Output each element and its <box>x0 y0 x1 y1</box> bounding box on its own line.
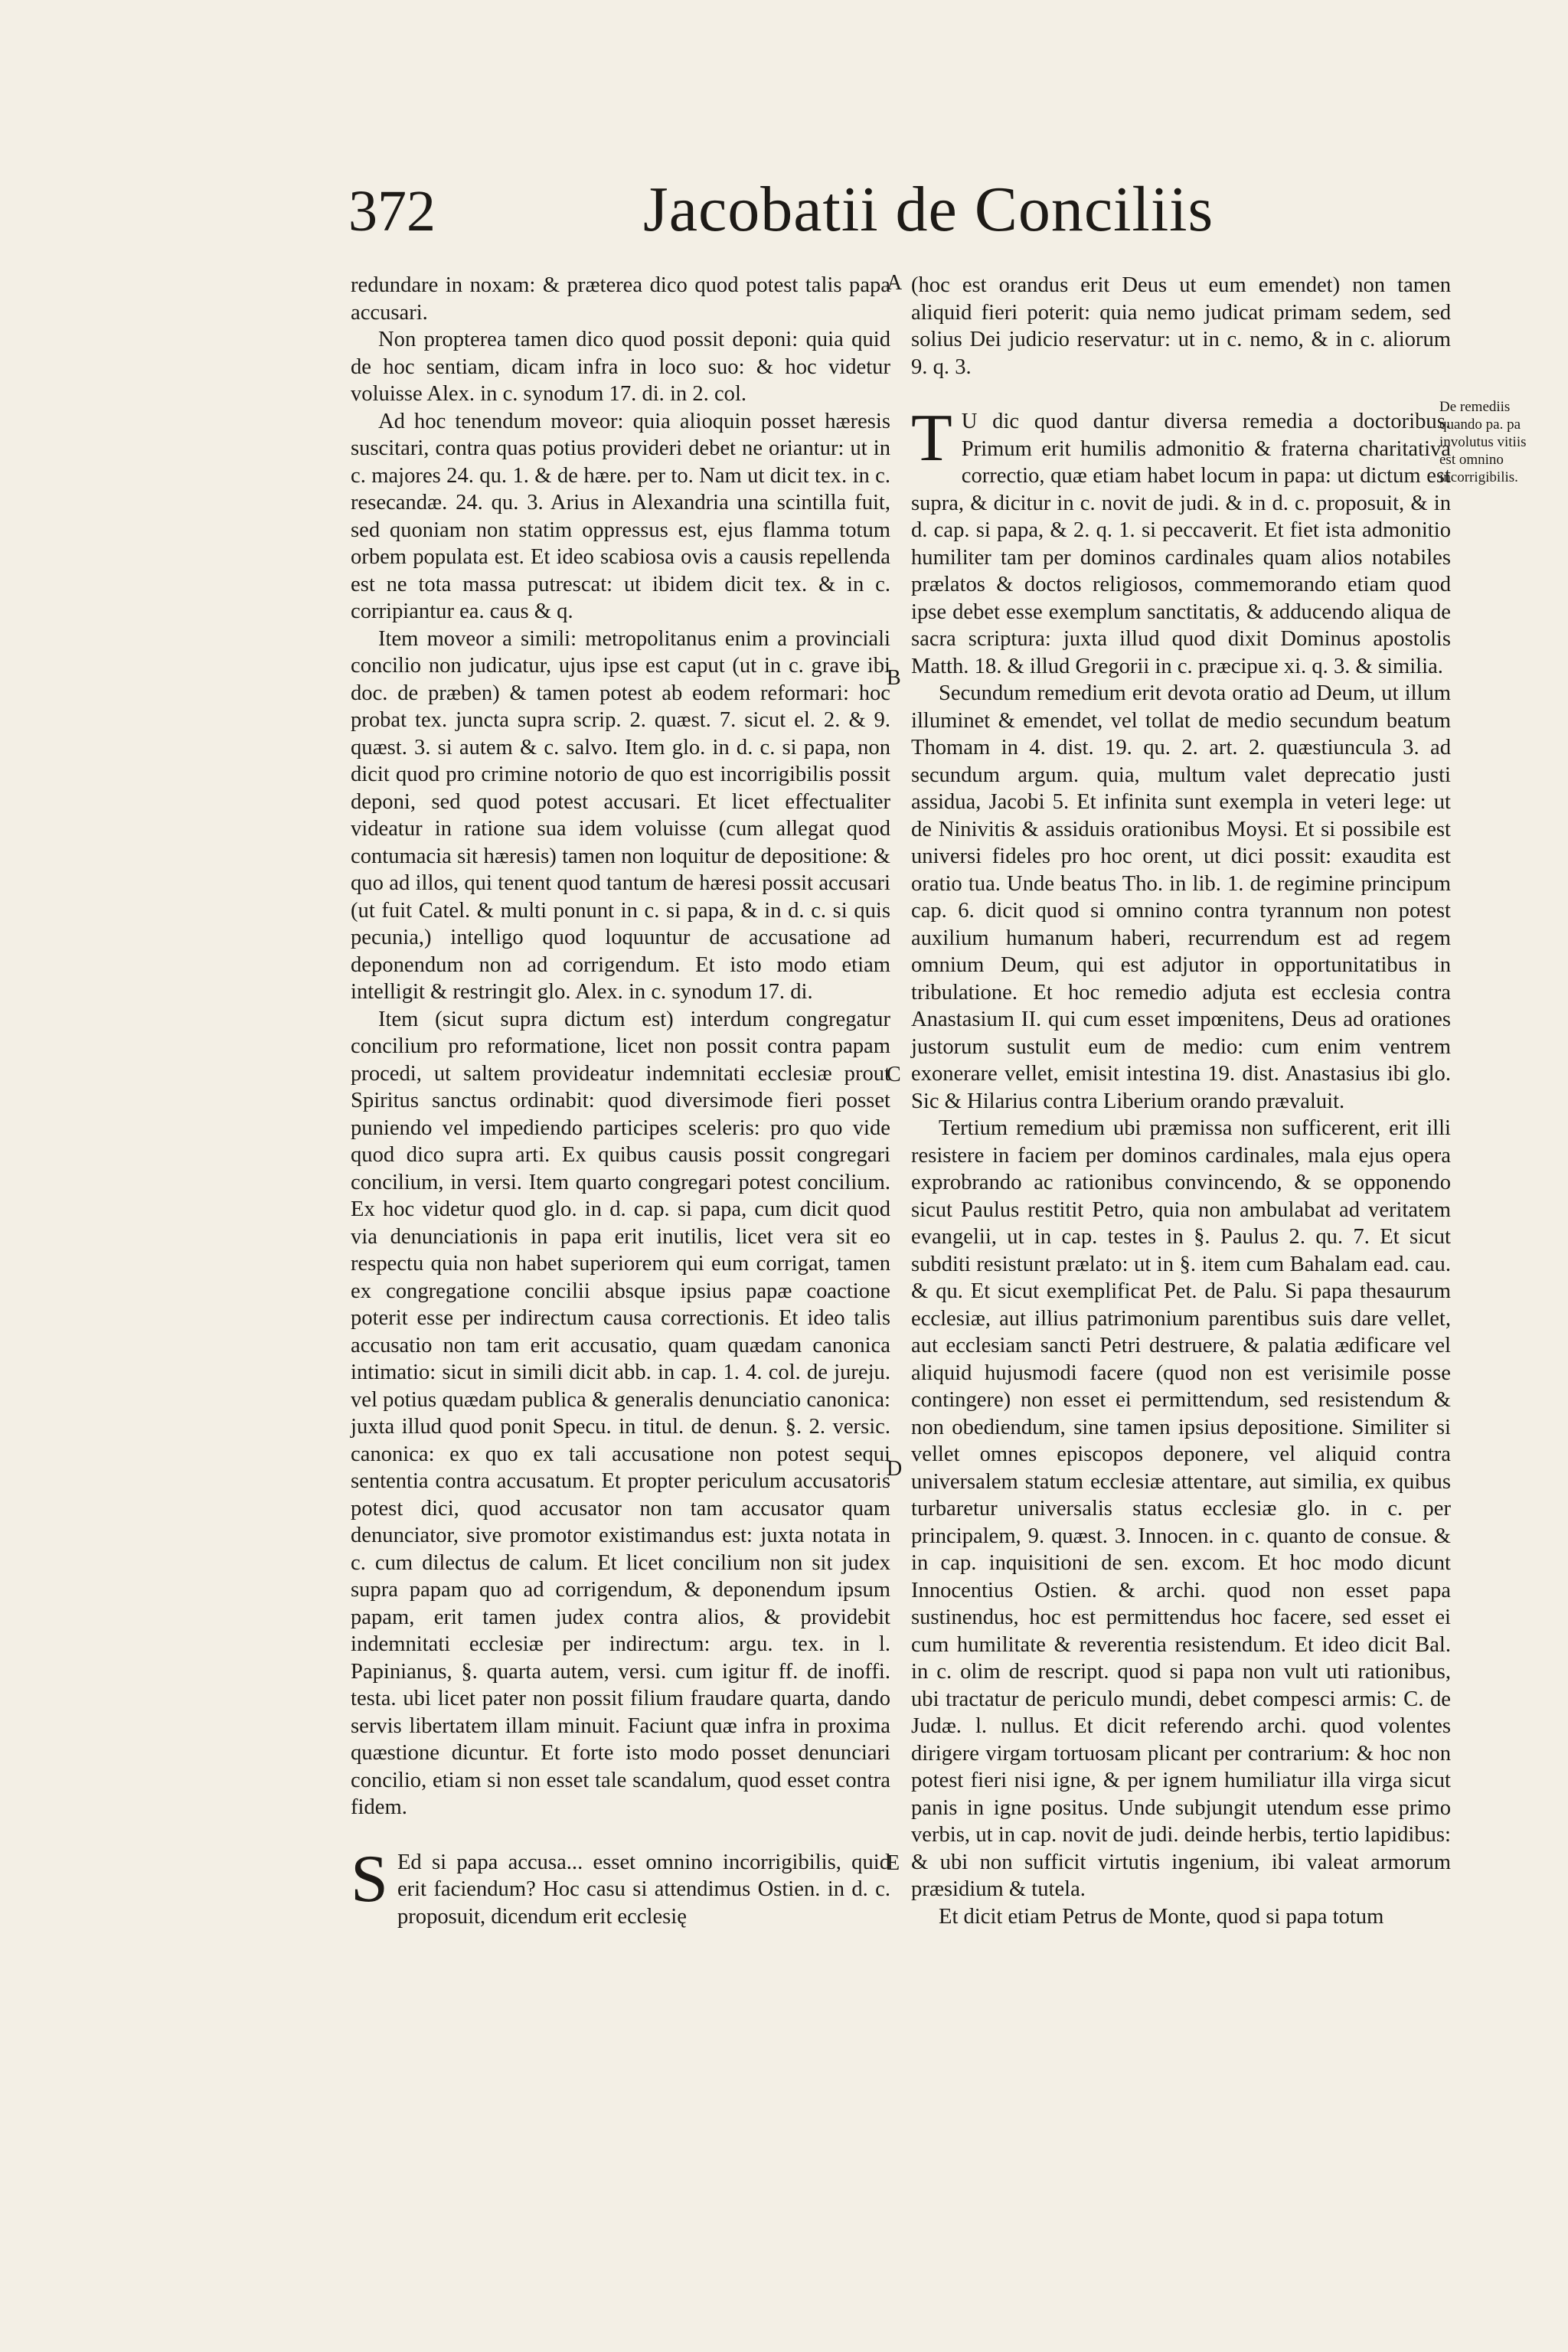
paragraph: Non propterea tamen dico quod possit deponi: quia quid de hoc sentiam, dicam infra in loco suo: & hoc videtur voluisse Alex. in c. synodum 17. di. in 2. col. <box>351 328 890 406</box>
margin-letter-b: B <box>887 666 901 690</box>
paragraph: Et dicit etiam Petrus de Monte, quod si papa totum <box>939 1904 1384 1929</box>
right-column <box>911 272 1451 1930</box>
paragraph-text: Ed si papa accusa... esset omnino incorrigibilis, quid erit faciendum? Hoc casu si attendimus Ostien. in d. c. proposuit, dicendum erit ecclesię <box>397 1850 890 1929</box>
margin-letter-a: A <box>887 271 903 295</box>
dropcap-letter: S <box>351 1841 388 1916</box>
paragraph-text: U dic quod dantur diversa remedia a doctoribus. Primum erit humilis admonitio & fraterna charitativa correctio, quæ etiam habet locum in papa: ut dictum est supra, & dicitur in c. novit de judi. & in d. c. proposuit, & in d. cap. si papa, & 2. q. 1. si peccaverit. Et fiet ista admonitio humiliter tam per dominos cardinales quam alios notabiles prælatos & doctos religiosos, commemorando etiam quod ipse debet esse exemplum sanctitatis, & adducendo aliqua de sacra scriptura: juxta illud quod dixit Dominus apostolis Matth. 18. & illud Gregorii in c. præcipue xi. q. 3. & similia. <box>911 410 1451 678</box>
paragraph: Item (sicut supra dictum est) interdum congregatur concilium pro reformatione, licet non possit contra papam procedi, ut saltem provideatur indemnitati ecclesiæ prout Spiritus sanctus ordinabit: quod diversimode fieri posset puniendo vel impediendo participes sceleris: pro quo vide quod dico supra arti. Ex quibus causis possit congregari concilium, in versi. Item quarto congregari potest concilium. Ex hoc videtur quod glo. in d. cap. si papa, cum dicit quod via denunciationis in papa erit inutilis, licet vera sit eo respectu quia non habet superiorem qui eum corrigat, tamen ex congregatione concilii absque ipsius papæ coactione poterit esse per indirectum causa correctionis. Et ideo talis accusatio non tam erit accusatio, quam quædam canonica intimatio: sicut in simili dicit abb. in cap. 1. 4. col. de jureju. vel potius quædam publica & generalis denunciatio canonica: juxta illud quod ponit Specu. in titul. de denun. §. 2. versic. canonica: ex quo ex tali accusatione non potest sequi sententia contra accusatum. Et propter periculum accusatoris potest dici, quod accusator non tam accusator quam denunciator, sive promotor existimandus est: juxta notata in c. cum dilectus de calum. Et licet concilium non sit judex supra papam quo ad corrigendum, & deponendum ipsum papam, erit tamen judex contra alios, & providebit indemnitati ecclesiæ per indirectum: argu. tex. in l. Papinianus, §. quarta autem, versi. cum igitur ff. de inoffi. testa. ubi licet pater non possit filium fraudare quarta, dando servis libertatem illam minuit. Faciunt quæ infra in proxima quæstione dicuntur. Et forte isto modo posset denunciari concilio, etiam si non esset tale scandalum, quod esset contra fidem. <box>351 1007 890 1819</box>
margin-letter-c: C <box>887 1063 901 1086</box>
paragraph: Secundum remedium erit devota oratio ad Deum, ut illum illuminet & emendet, vel tollat de medio secundum beatum Thomam in 4. dist. 19. qu. 2. art. 2. quæstiuncula 3. ad secundum argum. quia, multum valet deprecatio justi assidua, Jacobi 5. Et infinita sunt exempla in veteri lege: ut de Ninivitis & assiduis orationibus Moysi. Et si possibile est universi fideles pro hoc orent, ut dici possit: exaudita est oratio tua. Unde beatus Tho. in lib. 1. de regimine principum cap. 6. dicit quod si omnino contra tyrannum non potest auxilium humanum haberi, recurrendum est ad regem omnium Deum, qui est adjutor in opportunitatibus in tribulatione. Et hoc remedio adjuta est ecclesia contra Anastasium II. qui cum esset impœnitens, Deus ad orationes justorum sustulit eum de medio: cum enim ventrem exonerare vellet, emisit intestina 19. dist. Anastasius ibi glo. Sic & Hilarius contra Liberium orando prævaluit. <box>911 681 1451 1113</box>
margin-letter-e: E <box>887 1851 900 1875</box>
paragraph: Tertium remedium ubi præmissa non sufficerent, erit illi resistere in faciem per dominos cardinales, mala ejus opera exprobrando ac rationibus convincendo, & se opponendo sicut Paulus restitit Petro, quia non ambulabat ad veritatem evangelii, ut in cap. testes in §. Paulus 2. qu. 7. Et sicut subditi resistunt prælato: ut in §. item cum Bahalam ead. cau. & qu. Et sicut exemplificat Pet. de Palu. Si papa thesaurum ecclesiæ, aut illius patrimonium parentibus suis dare vellet, aut ecclesiam sancti Petri destruere, & palatia ædificare vel aliquid hujusmodi facere (quod non est verisimile posse contingere) non esset ei permittendum, sed resistendum & non obediendum, sine tamen ipsius depositione. Similiter si vellet omnes episcopos deponere, vel aliquid contra universalem statum ecclesiæ attentare, aut similia, ex quibus turbaretur universalis status ecclesiæ glo. in c. per principalem, 9. quæst. 3. Innocen. in c. quanto de consue. & in cap. inquisitioni de sen. excom. Et hoc modo dicunt Innocentius Ostien. & archi. quod non esset papa sustinendus, hoc est permittendus hoc facere, sed esset ei cum humilitate & reverentia resistendum. Et ideo dicit Bal. in c. olim de rescript. quod si papa non vult uti rationibus, ubi tractatur de periculo mundi, debet compesci armis: C. de Judæ. l. nullus. Et dicit referendo archi. quod volentes dirigere virgam tortuosam plicant per contrarium: & hoc non potest fieri nisi igne, & per ignem humiliatur illa virga sicut panis in igne positus. Unde subjungit utendum esse primo verbis, ut in cap. novit de judi. deinde herbis, tertio lapidibus: & ubi non sufficit virtutis ingenium, ibi valeat armorum præsidium & tutela. <box>911 1116 1451 1901</box>
dropcap-letter: T <box>911 401 952 475</box>
paragraph: Ad hoc tenendum moveor: quia alioquin posset hæresis suscitari, contra quas potius provideri debet ne oriantur: ut in c. majores 24. qu. 1. & de hære. per to. Nam ut dicit tex. in c. resecandæ. 24. qu. 3. Arius in Alexandria una scintilla fuit, sed quoniam non statim oppressus est, ejus flamma totum orbem populata est. Et ideo scabiosa ovis a causis repellenda est ne tota massa putrescat: ut ibidem dicit tex. & in c. corripiantur ea. caus & q. <box>351 409 890 623</box>
running-title: Jacobatii de Conciliis <box>643 174 1214 245</box>
page-number: 372 <box>348 179 436 243</box>
paragraph: (hoc est orandus erit Deus ut eum emendet) non tamen aliquid fieri poterit: quia nemo judicat primam sedem, sed solius Dei judicio reservatur: ut in c. nemo, & in c. aliorum 9. q. 3. <box>911 273 1451 379</box>
paragraph: redundare in noxam: & præterea dico quod potest talis papa accusari. <box>351 273 890 325</box>
dropcap-paragraph <box>351 1841 890 1931</box>
left-column <box>351 272 890 1930</box>
paragraph: Item moveor a simili: metropolitanus enim a provinciali concilio non judicatur, ujus ipse est caput (ut in c. grave ibi doc. de præben) & tamen potest ab eodem reformari: hoc probat tex. juncta supra scrip. 2. quæst. 7. sicut el. 2. & 9. quæst. 3. si autem & c. salvo. Item glo. in d. c. si papa, non dicit quod pro crimine notorio de quo est incorrigibilis possit deponi, sed quod potest accusari. Et licet effectualiter videatur in ratione sua idem voluisse (cum allegat quod contumacia sit hæresis) tamen non loquitur de depositione: & quo ad illos, qui tenent quod tantum de hæresi possit accusari (ut fuit Catel. & multi ponunt in c. si papa, & in d. c. si quis pecunia,) intelligo quod loquuntur de accusatione ad deponendum non ad corrigendum. Et isto modo etiam intelligit & restringit glo. Alex. in c. synodum 17. di. <box>351 626 890 1004</box>
dropcap-paragraph <box>911 401 1451 680</box>
margin-note: De remediis quando pa. pa involutus vitiis est omnino incorrigibilis. <box>1439 399 1527 485</box>
margin-letter-d: D <box>887 1457 903 1481</box>
